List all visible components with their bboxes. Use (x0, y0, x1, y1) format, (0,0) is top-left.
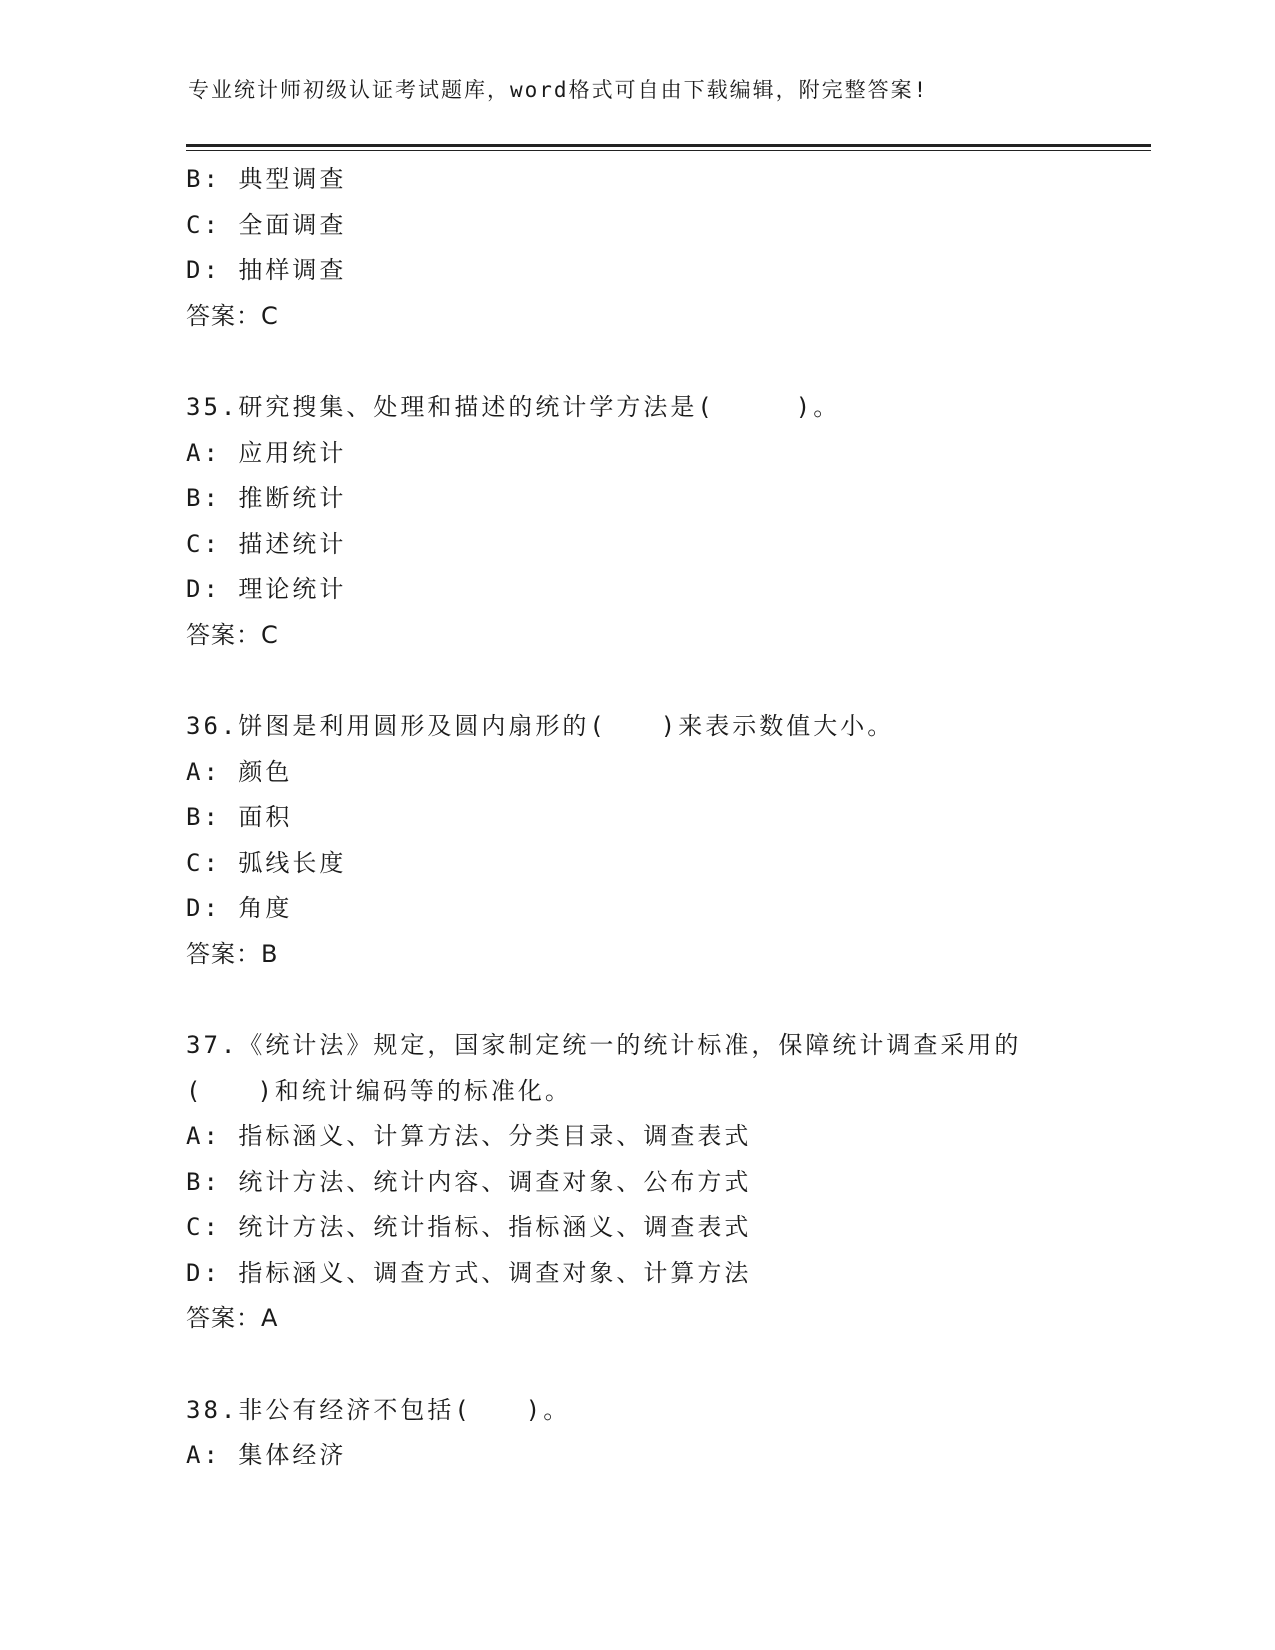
option-a (186, 431, 1086, 477)
option-text: 弧线长度 (238, 848, 347, 877)
header-divider (186, 144, 1151, 151)
option-letter: B: (186, 484, 221, 512)
option-letter: B: (186, 803, 221, 831)
option-letter: B: (186, 1167, 221, 1196)
option-b (186, 157, 1086, 203)
option-text: 指标涵义、计算方法、分类目录、调查表式 (238, 1122, 752, 1150)
answer-line: 答案：C (186, 620, 279, 649)
option-c (186, 522, 1086, 568)
option-d (186, 567, 1086, 613)
option-text: 描述统计 (238, 529, 347, 558)
option-text: 理论统计 (238, 575, 347, 603)
option-text: 指标涵义、调查方式、调查对象、计算方法 (238, 1258, 752, 1287)
option-letter: C: (186, 848, 221, 877)
answer-line: 答案：B (186, 939, 279, 968)
option-text: 抽样调查 (238, 256, 347, 284)
question-35-stem: 35.研究搜集、处理和描述的统计学方法是( )。 (186, 393, 841, 421)
option-letter: D: (186, 256, 221, 284)
question-37-stem-continued: ( )和统计编码等的标准化。 (186, 1076, 572, 1105)
option-text: 统计方法、统计内容、调查对象、公布方式 (238, 1167, 752, 1196)
option-text: 角度 (238, 894, 293, 922)
option-c (186, 203, 1086, 249)
option-text: 应用统计 (238, 438, 347, 467)
option-letter: A: (186, 1122, 221, 1150)
answer-line: 答案：C (186, 301, 279, 330)
option-text: 全面调查 (238, 210, 347, 239)
option-text: 典型调查 (238, 165, 347, 193)
option-c (186, 1205, 1086, 1251)
question-content (186, 157, 1086, 1479)
answer-line: 答案：A (186, 1304, 279, 1332)
question-38-stem: 38.非公有经济不包括( )。 (186, 1395, 571, 1424)
page-header: 专业统计师初级认证考试题库，word格式可自由下载编辑，附完整答案! (188, 78, 929, 102)
option-d (186, 886, 1086, 932)
option-text: 集体经济 (238, 1441, 347, 1469)
option-letter: A: (186, 438, 221, 467)
option-d (186, 1251, 1086, 1297)
option-b (186, 1160, 1086, 1206)
option-text: 颜色 (238, 757, 293, 786)
option-a (186, 750, 1086, 796)
option-d (186, 248, 1086, 294)
option-letter: A: (186, 1441, 221, 1469)
option-text: 推断统计 (238, 484, 347, 512)
option-a (186, 1114, 1086, 1160)
option-c (186, 841, 1086, 887)
option-letter: C: (186, 1213, 221, 1241)
option-a (186, 1433, 1086, 1479)
option-b (186, 795, 1086, 841)
option-text: 统计方法、统计指标、指标涵义、调查表式 (238, 1213, 752, 1241)
option-letter: C: (186, 529, 221, 558)
option-letter: D: (186, 1258, 221, 1287)
option-b (186, 476, 1086, 522)
option-letter: D: (186, 894, 221, 922)
option-letter: C: (186, 210, 221, 239)
option-letter: A: (186, 757, 221, 786)
option-letter: B: (186, 165, 221, 193)
option-text: 面积 (238, 803, 293, 831)
option-letter: D: (186, 575, 221, 603)
question-37-stem: 37.《统计法》规定，国家制定统一的统计标准，保障统计调查采用的 (186, 1031, 1022, 1059)
question-36-stem: 36.饼图是利用圆形及圆内扇形的( )来表示数值大小。 (186, 712, 895, 740)
